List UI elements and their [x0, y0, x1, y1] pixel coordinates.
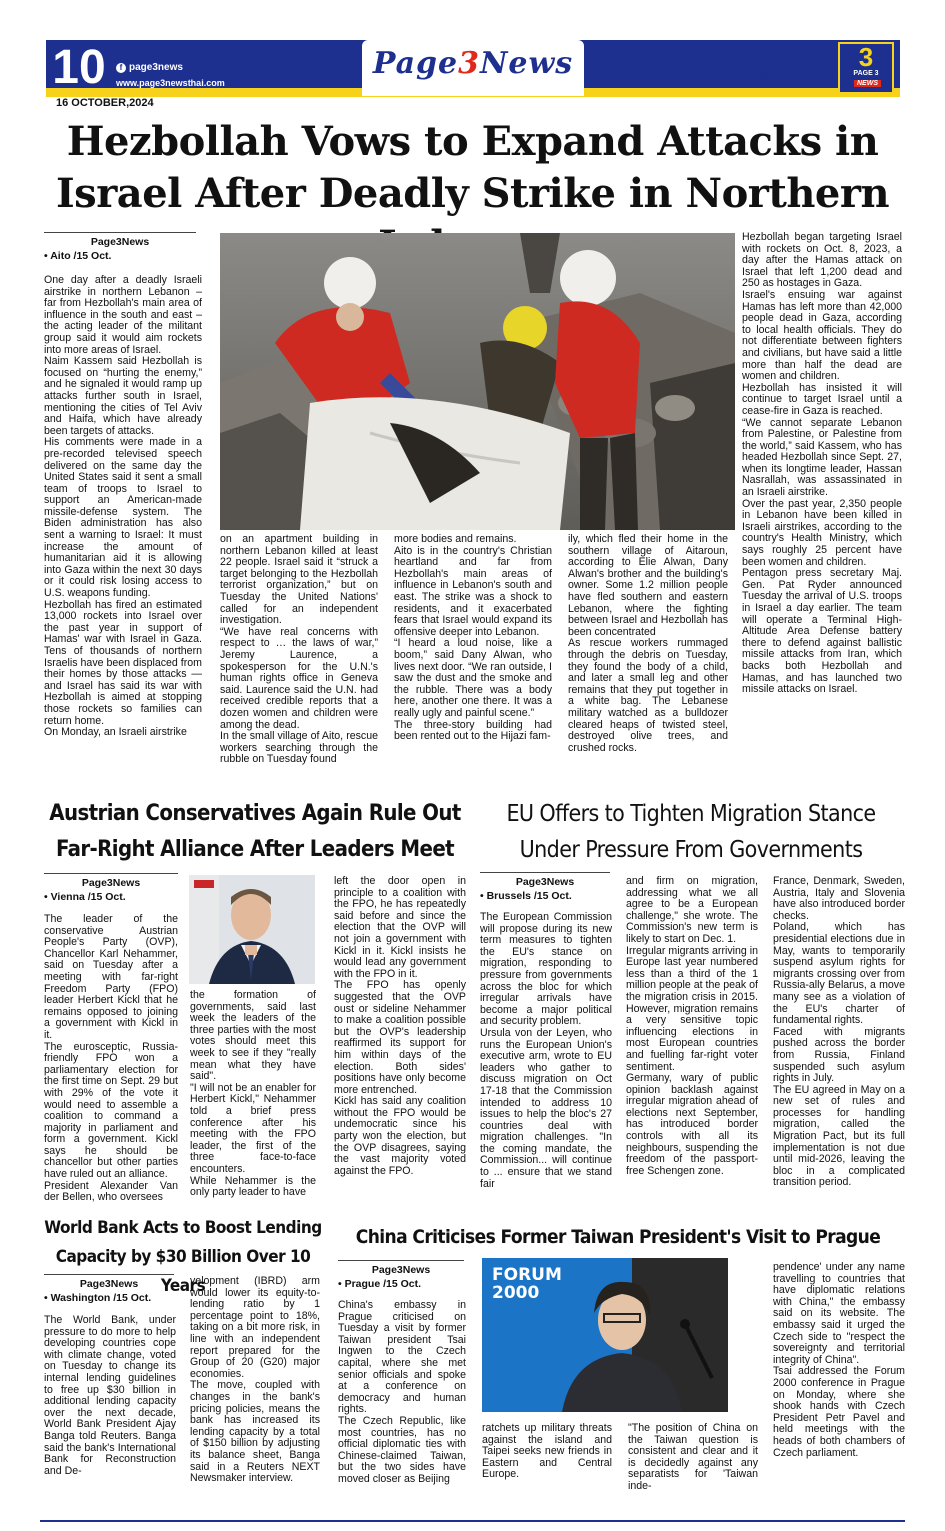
brand-logo	[362, 46, 584, 81]
china-source: Page3News	[338, 1260, 464, 1276]
lead-column-3: more bodies and remains. Aito is in the country's Christian heartland and far from Hezbollah's main areas of influence in Lebanon's south and east. The strike was a shock to residents, and it exacerbated fears that Israel would expand its offensive deeper into Lebanon. “I heard a loud noise, like a boom,” said Dany Alwan, who lives next door. “We ran outside, I saw the dust and the smoke and the rubble. There was a body here, another one there. It was a really ugly and painful scene.” The three-story building had been rented out to the Hijazi fam-	[394, 533, 552, 743]
eu-byline	[480, 872, 610, 902]
issue-date: 16 OCTOBER,2024	[56, 97, 154, 109]
eu-column-2: and firm on migration, addressing what we all agree to be a European challenge," she wrote. The Commission's new term is likely to start on Dec. 1. Irregular migrants arriving in Europe last year numbered less than a third of the 1 million people at the peak of the migration crisis in 2015. However, migration remains a very sensitive topic influencing elections in most European countries and fuelling far-right voter sentiment. Germany, wary of public opinion backlash against irregular migration ahead of elections next September, has introduced border controls with all its neighbours, suspending the freedom of the passport-free Schengen zone.	[626, 875, 758, 1177]
forum-banner-line2: 2000	[492, 1283, 540, 1303]
logo-page: PAGE 3	[853, 70, 879, 77]
austria-column-1: The leader of the conservative Austrian People's Party (OVP), Chancellor Karl Nehammer, said on Tuesday after a meeting with far-right Freedom Party (FPO) leader Herbert Kickl that he remains opposed to joining a government with Kickl in it. The eurosceptic, Russia-friendly FPO won a parliamentary election for the first time on Sept. 29 but with 29% of the vote it would need to assemble a coalition to command a majority in parliament and form a government. Kickl says he should be chancellor but other parties have ruled out an alliance. President Alexander Van der Bellen, who oversees	[44, 913, 178, 1204]
eu-location: • Brussels /15 Oct.	[480, 890, 572, 902]
worldbank-headline: World Bank Acts to Boost Lending Capacity by $30 Billion Over 10 Years	[44, 1218, 322, 1296]
worldbank-column-2: velopment (IBRD) arm would lower its equity-to-lending ratio by 1 percentage point to 18%, taking on a bit more risk, in line with an independent report prepared for the Group of 20 (G20) major economies. The move, coupled with changes in the bank's pricing policies, means the bank has increased its lending capacity by a total of $150 billion by adjusting its balance sheet, Banga said in a Reuters NEXT Newsmaker interview.	[190, 1275, 320, 1485]
eu-headline: EU Offers to Tighten Migration Stance Under Pressure From Governments	[506, 801, 876, 863]
section-label: WORLD	[750, 67, 834, 91]
social-handle[interactable]	[116, 62, 183, 73]
brand-number: 3	[458, 46, 480, 81]
footer-rule	[40, 1520, 905, 1522]
china-column-3: "The position of China on the Taiwan question is consistent and clear and it is decidedly against any separatists for 'Taiwan inde-	[628, 1422, 758, 1492]
austria-column-3: left the door open in principle to a coalition with the FPO, he has repeatedly said before and since the election that the OVP will not join a government with Kickl in it. Kickl insists he would lead any government with the FPO in it. The FPO has openly suggested that the OVP oust or sideline Nehammer to make a coalition possible but the OVP's leadership reaffirmed its support for him within days of the election. Both sides' positions have only become more entrenched. Kickl has said any coalition without the FPO would be undemocratic since his party won the election, but the OVP disagrees, saying the vast majority voted against the FPO.	[334, 875, 466, 1177]
lead-column-4: ily, which fled their home in the southern village of Aitaroun, according to Elie Alwan, Dany Alwan's brother and the building's owner. Some 1.2 million people have fled southern and eastern Lebanon, where the fighting between Israel and Hezbollah has been concentrated As rescue workers rummaged through the debris on Tuesday, they found the body of a child, and later a small leg and other remains that they put together in a white bag. The Lebanese military watched as a bulldozer cleared heaps of twisted steel, destroyed olive trees, and crushed rocks.	[568, 533, 728, 754]
worldbank-source: Page3News	[44, 1274, 174, 1290]
china-headline: China Criticises Former Taiwan President's Visit to Prague	[355, 1226, 881, 1248]
china-column-1: China's embassy in Prague criticised on Tuesday a visit by former Taiwan president Tsai Ingwen to the Czech capital, where she met senior officials and spoke at a conference on democracy and human rights. The Czech Republic, like most countries, has no official diplomatic ties with Chinese-claimed Taiwan, but the two sides have moved closer as Beijing	[338, 1299, 466, 1485]
austria-headline: Austrian Conservatives Again Rule Out Far-Right Alliance After Leaders Meet	[49, 801, 461, 862]
worldbank-location: • Washington /15 Oct.	[44, 1292, 152, 1304]
china-column-2: ratchets up military threats against the island and Taipei seeks new friends in Eastern and Central Europe.	[482, 1422, 612, 1481]
page3-logo-badge	[838, 42, 894, 94]
austria-source: Page3News	[44, 873, 178, 889]
worldbank-byline	[44, 1274, 174, 1304]
austria-location: • Vienna /15 Oct.	[44, 891, 126, 903]
nehammer-portrait-illustration	[189, 875, 315, 984]
eu-column-3: France, Denmark, Sweden, Austria, Italy and Slovenia have also introduced border checks. Poland, which has presidential elections due in May, wants to temporarily suspend asylum rights for migrants crossing over from Russia-ally Belarus, a move many see as a violation of the EU's charter of fundamental rights. Faced with migrants pushed across the border from Russia, Finland suspended such asylum rights in July. The EU agreed in May on a new set of rules and processes for handling migration, called the Migration Pact, but its full implementation is not due until mid-2026, leaving the bloc in a complicated transition period.	[773, 875, 905, 1189]
lead-column-2: on an apartment building in northern Lebanon killed at least 22 people. Israel said it “struck a target belonging to the Hezbollah terrorist organization,” but on Tuesday the United Nations' called for an independent investigation. “We have real concerns with respect to … the laws of war,” Jeremy Laurence, a spokesperson for the U.N.'s human rights office in Geneva said. Laurence said the U.N. had received credible reports that a dozen women and children were among the dead. In the small village of Aito, rescue workers searching through the rubble on Tuesday found	[220, 533, 378, 766]
forum-banner-line1: FORUM	[492, 1265, 562, 1285]
logo-news: NEWS	[854, 80, 881, 87]
lead-location: • Aito /15 Oct.	[44, 250, 112, 262]
lead-headline: Hezbollah Vows to Expand Attacks in Israel After Deadly Strike in Northern	[55, 118, 890, 217]
brand-right: News	[479, 46, 574, 81]
page-number: 10	[52, 41, 106, 94]
website-link[interactable]: www.page3newsthai.com	[116, 78, 225, 88]
eu-column-1: The European Commission will propose during its new term measures to tighten the EU's stance on migration, responding to pressure from governments across the bloc for which irregular arrivals have become a major political and security problem. Ursula von der Leyen, who runs the European Union's executive arm, wrote to EU leaders who gather to discuss migration on Oct 17-18 that the Commission intended to address 10 issues to help the bloc's 27 countries deal with migration challenges. "In the coming mandate, the Commission... will continue to ... ensure that we stand fair	[480, 911, 612, 1190]
lead-column-1: One day after a deadly Israeli airstrike in northern Lebanon – far from Hezbollah's main area of influence in the south and east – the acting leader of the militant group said it would aim rockets into more areas of Israel. Naim Kassem said Hezbollah is focused on “hurting the enemy,” and he signaled it would ramp up attacks further south in Israel, mentioning the cities of Tel Aviv and Haifa, which have already been targets of attacks. His comments were made in a pre-recorded televised speech delivered on the same day the United States said it sent a small team of troops to Israel to support an American-made missile-defense system. The Biden administration has also sent a warning to Israel: It must increase the amount of humanitarian aid it is allowing into Gaza within the next 30 days or it could risk losing access to U.S. weapons funding. Hezbollah has fired an estimated 13,000 rockets into Israel over the past year in support of Hamas' war with Israel in Gaza. Tens of thousands of northern Israelis have been displaced from their homes by those attacks — and Israel has said its war with Hezbollah is aimed at stopping those rockets so families can return home. On Monday, an Israeli airstrike	[44, 274, 202, 739]
lead-source: Page3News	[44, 232, 196, 248]
austria-column-2: the formation of governments, said last week the leaders of the three parties with the most votes should meet this week to see if they "really mean what they have said". "I will not be an enabler for Herbert Kickl," Nehammer told a brief press conference after his meeting with the FPO leader, the first of the three face-to-face encounters. While Nehammer is the only party leader to have	[190, 989, 316, 1199]
lead-column-5: Hezbollah began targeting Israel with rockets on Oct. 8, 2023, a day after the Hamas attack on Israel that left 1,200 dead and 250 as hostages in Gaza. Israel's ensuing war against Hamas has left more than 42,000 people dead in Gaza, according to local health officials. They do not differentiate between fighters and civilians, but have said a little more than half the dead are women and children. Hezbollah has insisted it will continue to target Israel until a cease-fire in Gaza is reached. “We cannot separate Lebanon from Palestine, or Palestine from the world,” said Kassem, who has headed Hezbollah since Sept. 27, when its longtime leader, Hassan Nasrallah, was assassinated in an Israeli airstrike. Over the past year, 2,350 people in Lebanon have been killed in Israeli airstrikes, according to the country's Health Ministry, which says roughly 25 percent have been women and children. Pentagon press secretary Maj. Gen. Pat Ryder announced Tuesday the arrival of U.S. troops in Israel a day earlier. The team will operate a Terminal High-Altitude Area Defense battery there to defend against ballistic missile attacks from Iran, which backs both Hezbollah and Hamas, and has launched two missile attacks on Israel.	[742, 231, 902, 696]
forum-banner-text	[492, 1266, 562, 1302]
lead-byline	[44, 232, 196, 262]
eu-source: Page3News	[480, 872, 610, 888]
logo-number: 3	[858, 42, 874, 72]
rescue-photo-illustration	[220, 233, 735, 530]
china-column-4: pendence' under any name travelling to countries that have diplomatic relations with China," the embassy said on its website. The embassy said it urged the Czech side to "respect the sovereignty and territorial integrity of China". Tsai addressed the Forum 2000 conference in Prague on Monday, where she shook hands with Czech President Petr Pavel and held meetings with the heads of both chambers of Czech parliament.	[773, 1261, 905, 1459]
facebook-icon: f	[116, 63, 126, 73]
austria-photo-nehammer	[189, 875, 315, 984]
brand-left: Page	[372, 46, 459, 81]
china-byline	[338, 1260, 464, 1290]
china-location: • Prague /15 Oct.	[338, 1278, 422, 1290]
social-handle-text: page3news	[129, 62, 183, 73]
lead-photo-rescue-workers	[220, 233, 735, 530]
austria-byline	[44, 873, 178, 903]
worldbank-column-1: The World Bank, under pressure to do more to help developing countries cope with climate change, voted on Tuesday to change its internal lending guidelines to free up $30 billion in additional lending capacity over the next decade, World Bank President Ajay Banga told Reuters. Banga said the bank's International Bank for Reconstruction and De-	[44, 1314, 176, 1477]
